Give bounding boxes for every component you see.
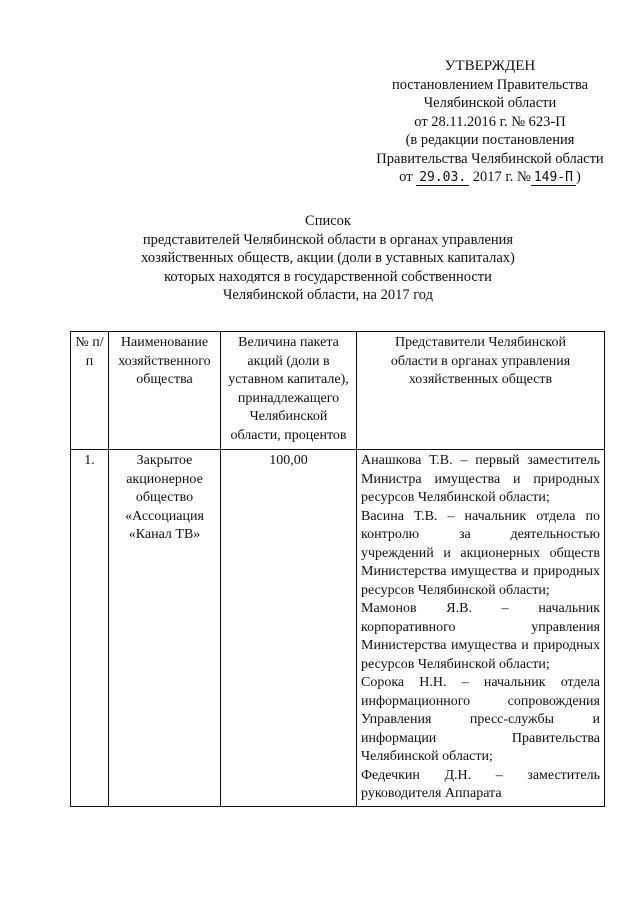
date-fill: 29.03. [416,170,469,186]
approval-date-line [355,168,625,188]
header-share: Величина пакета акций (доли в уставном капитале), принадлежащего Челябинской области, процентов [221,332,357,450]
table-header-row [71,332,605,450]
approval-line: (в редакции постановления [405,132,575,148]
title-line: Челябинской области, на 2017 год [222,287,433,303]
row-representatives [357,450,605,807]
date-suffix: ) [575,169,581,185]
representative-entry: Васина Т.В. – начальник отдела по контролю за деятельностью учреждений и акционерных обществ Министерства имущества и природных ресурсов Челябинской области; [361,508,600,598]
header-num: № п/п [71,332,109,450]
table-row [71,450,605,807]
approval-stamp [355,57,625,188]
document-title [118,212,538,305]
representatives-table [70,331,605,807]
header-name: Наименование хозяйственного общества [109,332,221,450]
row-share: 100,00 [221,450,357,807]
date-mid: 2017 г. № [472,169,531,185]
row-num: 1. [71,450,109,807]
approval-heading: УТВЕРЖДЕН [444,58,536,74]
date-prefix: от [399,169,413,185]
representative-entry: Федечкин Д.Н. – заместитель руководителя Аппарата [361,767,600,801]
row-company-name: Закрытое акционерное общество «Ассоциация «Канал ТВ» [109,450,221,807]
representative-entry: Анашкова Т.В. – первый заместитель Министра имущества и природных ресурсов Челябинской области; [361,453,600,505]
representative-entry: Мамонов Я.В. – начальник корпоративного управления Министерства имущества и природных ресурсов Челябинской области; [361,601,600,672]
title-line: хозяйственных обществ, акции (доли в уставных капиталах) [141,250,515,266]
header-reps: Представители Челябинской области в органах управления хозяйственных обществ [357,332,605,450]
title-line: представителей Челябинской области в органах управления [142,231,514,248]
title-line: которых находятся в государственной собственности [164,268,492,285]
representative-entry: Сорока Н.Н. – начальник отдела информационного сопровождения Управления пресс-службы и информации Правительства Челябинской области; [361,675,600,764]
approval-line: Челябинской области [423,95,557,111]
approval-line: Правительства Челябинской области [376,150,604,167]
approval-line: постановлением Правительства [391,76,589,93]
number-fill: 149-П [531,170,576,186]
title-line: Список [305,213,351,229]
approval-line: от 28.11.2016 г. № 623-П [414,113,566,130]
